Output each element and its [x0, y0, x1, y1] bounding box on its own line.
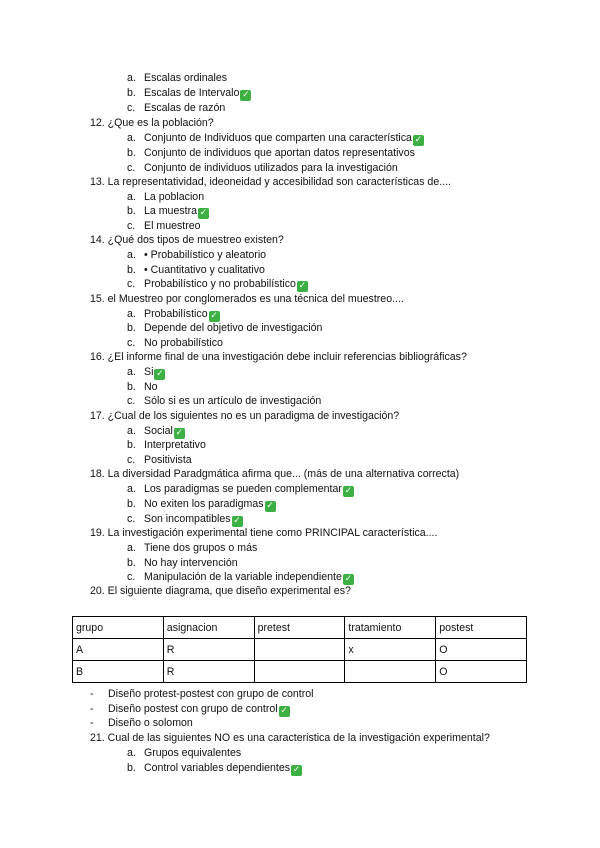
q12-option-c: c. Conjunto de individuos utilizados para la investigación — [127, 162, 398, 174]
table-header-row — [73, 617, 527, 639]
check-icon: ✓ — [344, 574, 353, 584]
q12-option-b: b. Conjunto de individuos que aportan datos representativos — [127, 147, 415, 159]
q20-option-3: Diseño o solomon — [108, 717, 193, 729]
table-cell: R — [163, 639, 254, 661]
q20-option-2: Diseño postest con grupo de control ✓ — [108, 703, 288, 716]
table-header-cell: asignacion — [163, 617, 254, 639]
table-cell: O — [436, 639, 527, 661]
check-icon: ✓ — [298, 281, 307, 291]
check-icon: ✓ — [156, 369, 164, 379]
check-icon: ✓ — [233, 516, 241, 526]
question-19: 19. La investigación experimental tiene como PRINCIPAL característica.... — [90, 527, 438, 539]
table-header-cell: tratamiento — [345, 617, 436, 639]
q18-option-a: a. Los paradigmas se pueden complementar ✓ — [127, 483, 353, 496]
q15-option-b: b. Depende del objetivo de investigación — [127, 322, 323, 334]
table-cell: R — [163, 661, 254, 683]
check-icon: ✓ — [199, 208, 208, 218]
q11-option-b: b. Escalas de Intervalo ✓ — [127, 87, 250, 100]
q15-option-a: a. Probabilístico ✓ — [127, 308, 218, 321]
table-row — [73, 639, 527, 661]
check-icon: ✓ — [210, 311, 218, 321]
q11-option-a: a. Escalas ordinales — [127, 72, 228, 84]
q17-option-b: b. Interpretativo — [127, 439, 206, 451]
table-cell: A — [73, 639, 164, 661]
question-15: 15. el Muestreo por conglomerados es una técnica del muestreo.... — [90, 293, 404, 305]
design-diagram-table — [72, 616, 527, 683]
q18-option-c: c. Son incompatibles ✓ — [127, 513, 241, 526]
table-row — [73, 661, 527, 683]
table-header-cell: grupo — [73, 617, 164, 639]
table-header-cell: pretest — [254, 617, 345, 639]
check-icon: ✓ — [292, 765, 301, 775]
q13-option-a: a. La poblacion — [127, 191, 205, 203]
question-21: 21. Cual de las siguientes NO es una caracteristica de la investigación experimental? — [90, 732, 490, 744]
q19-option-b: b. No hay intervención — [127, 557, 238, 569]
q20-bullet: - — [90, 717, 94, 729]
q14-option-c: c. Probabilístico y no probabilístico ✓ — [127, 278, 307, 291]
q19-option-c: c. Manipulación de la variable independiente ✓ — [127, 571, 353, 584]
q14-option-b: b. • Cuantitativo y cualitativo — [127, 264, 265, 276]
q20-bullet: - — [90, 688, 94, 700]
table-cell: x — [345, 639, 436, 661]
question-18: 18. La diversidad Paradgmática afirma que... (más de una alternativa correcta) — [90, 468, 460, 480]
table-cell — [254, 661, 345, 683]
check-icon: ✓ — [414, 135, 423, 145]
check-icon: ✓ — [280, 706, 288, 716]
q15-option-c: c. No probabilístico — [127, 337, 223, 349]
question-20: 20. El siguiente diagrama, que diseño experimental es? — [90, 585, 351, 597]
check-icon: ✓ — [242, 90, 250, 100]
table-cell — [254, 639, 345, 661]
q16-option-b: b. No — [127, 381, 158, 393]
question-13: 13. La representatividad, ideoneidad y accesibilidad son características de.... — [90, 176, 451, 188]
q11-option-c: c. Escalas de razón — [127, 102, 226, 114]
q20-bullet: - — [90, 703, 94, 715]
check-icon: ✓ — [175, 428, 184, 438]
q20-option-1: Diseño protest-postest con grupo de control — [108, 688, 314, 700]
question-17: 17. ¿Cual de los siguientes no es un paradigma de investigación? — [90, 410, 400, 422]
q13-option-c: c. El muestreo — [127, 220, 201, 232]
table-cell: B — [73, 661, 164, 683]
q13-option-b: b. La muestra ✓ — [127, 205, 208, 218]
q21-option-b: b. Control variables dependientes ✓ — [127, 762, 301, 775]
q16-option-a: a. Si ✓ — [127, 366, 164, 379]
question-12: 12. ¿Que es la población? — [90, 117, 214, 129]
q18-option-b: b. No exiten los paradigmas ✓ — [127, 498, 274, 511]
q17-option-c: c. Positivista — [127, 454, 192, 466]
table-cell — [345, 661, 436, 683]
q17-option-a: a. Social ✓ — [127, 425, 184, 438]
table-cell: O — [436, 661, 527, 683]
check-icon: ✓ — [266, 501, 274, 511]
question-16: 16. ¿El informe final de una investigación debe incluir referencias bibliográficas? — [90, 351, 467, 363]
q19-option-a: a. Tiene dos grupos o más — [127, 542, 258, 554]
q12-option-a: a. Conjunto de Individuos que comparten una característica ✓ — [127, 132, 423, 145]
q16-option-c: c. Sólo si es un artículo de investigación — [127, 395, 322, 407]
question-14: 14. ¿Qué dos tipos de muestreo existen? — [90, 234, 284, 246]
q21-option-a: a. Grupos equivalentes — [127, 747, 242, 759]
table-header-cell: postest — [436, 617, 527, 639]
check-icon: ✓ — [344, 486, 353, 496]
q14-option-a: a. • Probabilístico y aleatorio — [127, 249, 267, 261]
